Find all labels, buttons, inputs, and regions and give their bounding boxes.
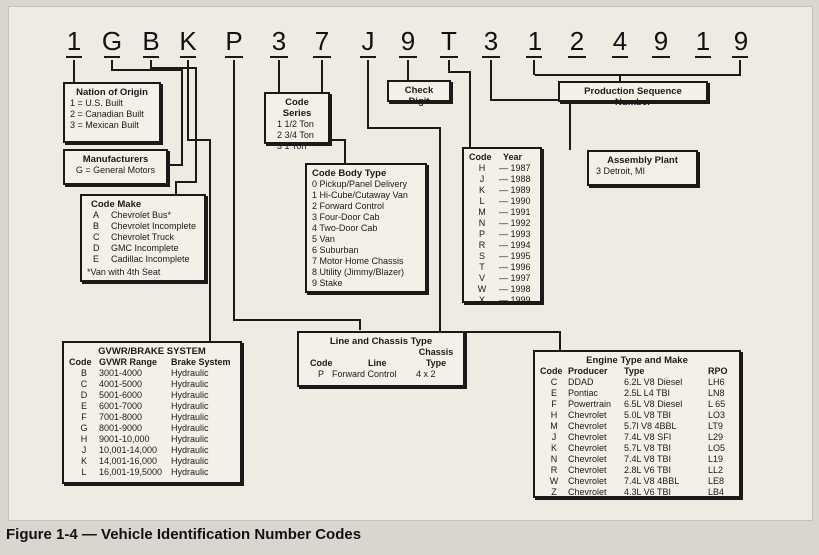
gvwr-row-cell: 3001-4000 xyxy=(99,368,143,378)
series-row: 1 1/2 Ton xyxy=(277,119,314,129)
gvwr-row-cell: 14,001-16,000 xyxy=(99,456,158,466)
engine-type-box xyxy=(533,350,741,498)
engine-row-cell: Chevrolet xyxy=(568,465,607,475)
year-row-cell: X xyxy=(478,295,485,305)
engine-row-cell: Chevrolet xyxy=(568,476,607,486)
sequence-title: Production Sequence Number xyxy=(584,86,682,108)
vin-char: 1 xyxy=(527,26,543,56)
gvwr-brake-box xyxy=(62,341,242,484)
nation-row: 2 = Canadian Built xyxy=(70,109,144,119)
engine-row-cell: 7.4L V8 4BBL xyxy=(624,476,680,486)
year-row-cell: — 1989 xyxy=(499,185,531,195)
gvwr-header-range: GVWR Range xyxy=(99,357,158,367)
year-row-cell: P xyxy=(478,229,485,239)
make-row-cell: D xyxy=(93,243,100,253)
engine-row xyxy=(540,432,734,443)
gvwr-row xyxy=(69,368,235,379)
year-row xyxy=(469,218,535,229)
production-sequence-box xyxy=(558,81,708,108)
year-row-cell: N xyxy=(478,218,486,228)
gvwr-row xyxy=(69,412,235,423)
engine-row xyxy=(540,454,734,465)
gvwr-row-cell: K xyxy=(80,456,87,466)
make-row-cell: Chevrolet Bus* xyxy=(111,210,172,220)
engine-row-cell: K xyxy=(550,443,557,453)
engine-row xyxy=(540,421,734,432)
year-row xyxy=(469,185,535,196)
engine-row-cell: Chevrolet xyxy=(568,410,607,420)
engine-row-cell: H xyxy=(550,410,558,420)
series-row: 2 3/4 Ton xyxy=(277,130,314,140)
year-row-cell: H xyxy=(478,163,486,173)
gvwr-row-cell: G xyxy=(80,423,88,433)
year-header-code: Code xyxy=(469,152,492,162)
gvwr-row-cell: E xyxy=(80,401,87,411)
engine-row-cell: L19 xyxy=(708,454,724,464)
vin-char: 4 xyxy=(612,26,628,56)
engine-header-producer: Producer xyxy=(568,366,608,376)
gvwr-row-cell: 8001-9000 xyxy=(99,423,143,433)
make-row xyxy=(87,232,199,243)
engine-row-cell: Powertrain xyxy=(568,399,612,409)
gvwr-row xyxy=(69,401,235,412)
vin-char: 3 xyxy=(483,26,499,56)
body-row: 5 Van xyxy=(312,234,335,244)
make-row-cell: C xyxy=(93,232,100,242)
year-row xyxy=(469,273,535,284)
year-row xyxy=(469,207,535,218)
vin-char: K xyxy=(179,26,197,56)
vin-char: 1 xyxy=(66,26,82,56)
engine-row-cell: LT9 xyxy=(708,421,723,431)
gvwr-row-cell: Hydraulic xyxy=(171,379,209,389)
chassis-type: 4 x 2 xyxy=(416,369,436,379)
gvwr-row xyxy=(69,379,235,390)
vin-char: 2 xyxy=(569,26,585,56)
gvwr-row xyxy=(69,456,235,467)
make-row-cell: GMC Incomplete xyxy=(111,243,179,253)
series-row: 3 1 Ton xyxy=(277,141,307,151)
engine-row xyxy=(540,487,734,498)
year-row-cell: M xyxy=(478,207,486,217)
year-header-year: Year xyxy=(503,152,523,162)
body-row: 3 Four-Door Cab xyxy=(312,212,380,222)
gvwr-row-cell: 7001-8000 xyxy=(99,412,143,422)
engine-row-cell: LO3 xyxy=(708,410,726,420)
vin-char: P xyxy=(225,26,243,56)
make-row-cell: E xyxy=(93,254,100,264)
engine-row xyxy=(540,476,734,487)
make-note: *Van with 4th Seat xyxy=(87,267,161,277)
engine-row-cell: Chevrolet xyxy=(568,454,607,464)
vin-char: T xyxy=(441,26,457,56)
engine-row-cell: 6.5L V8 Diesel xyxy=(624,399,683,409)
engine-row-cell: LL2 xyxy=(708,465,724,475)
gvwr-row-cell: 9001-10,000 xyxy=(99,434,150,444)
nation-row: 3 = Mexican Built xyxy=(70,120,139,130)
vin-char: 3 xyxy=(271,26,287,56)
gvwr-row xyxy=(69,390,235,401)
chassis-title: Line and Chassis Type xyxy=(329,336,433,347)
make-row-cell: Chevrolet Incomplete xyxy=(111,221,197,231)
chassis-code: P xyxy=(317,369,324,379)
vin-char: 7 xyxy=(314,26,330,56)
engine-row-cell: Chevrolet xyxy=(568,487,607,497)
engine-row-cell: Chevrolet xyxy=(568,421,607,431)
assembly-plant-box xyxy=(587,150,698,186)
nation-of-origin-box xyxy=(63,82,161,143)
year-row-cell: — 1994 xyxy=(499,240,531,250)
figure-caption: Figure 1-4 — Vehicle Identification Number Codes xyxy=(6,526,362,543)
year-row xyxy=(469,163,535,174)
engine-row-cell: 2.8L V6 TBI xyxy=(624,465,672,475)
make-row xyxy=(87,243,199,254)
engine-row-cell: LE8 xyxy=(708,476,725,486)
year-row-cell: — 1999 xyxy=(499,295,531,305)
gvwr-row xyxy=(69,467,235,478)
year-row-cell: — 1992 xyxy=(499,218,531,228)
body-row: 2 Forward Control xyxy=(312,201,385,211)
year-row-cell: L xyxy=(479,196,485,206)
year-row-cell: — 1988 xyxy=(499,174,531,184)
gvwr-row-cell: Hydraulic xyxy=(171,412,209,422)
year-row-cell: W xyxy=(477,284,487,294)
year-row xyxy=(469,240,535,251)
engine-row-cell: W xyxy=(549,476,559,486)
body-row: 7 Motor Home Chassis xyxy=(312,256,404,266)
make-row-cell: B xyxy=(93,221,100,231)
year-row-cell: K xyxy=(478,185,485,195)
year-row-cell: R xyxy=(478,240,486,250)
plant-row: 3 Detroit, MI xyxy=(596,166,646,176)
gvwr-row xyxy=(69,434,235,445)
year-row-cell: — 1998 xyxy=(499,284,531,294)
make-row xyxy=(87,210,199,221)
year-row-cell: — 1991 xyxy=(499,207,531,217)
vin-char: J xyxy=(361,26,375,56)
gvwr-row-cell: 4001-5000 xyxy=(99,379,143,389)
gvwr-header-brake: Brake System xyxy=(171,357,231,367)
body-row: 6 Suburban xyxy=(312,245,359,255)
gvwr-row-cell: 16,001-19,5000 xyxy=(99,467,163,477)
engine-row xyxy=(540,443,734,454)
engine-row-cell: E xyxy=(550,388,557,398)
body-row: 4 Two-Door Cab xyxy=(312,223,378,233)
chassis-header-type: Chassis Type xyxy=(418,347,454,368)
chassis-header-line: Line xyxy=(368,358,387,368)
year-row xyxy=(469,251,535,262)
engine-row xyxy=(540,410,734,421)
body-row: 8 Utility (Jimmy/Blazer) xyxy=(312,267,405,277)
gvwr-row-cell: Hydraulic xyxy=(171,368,209,378)
gvwr-row-cell: Hydraulic xyxy=(171,390,209,400)
engine-row-cell: 5.0L V8 TBI xyxy=(624,410,672,420)
year-row xyxy=(469,196,535,207)
gvwr-row-cell: C xyxy=(80,379,88,389)
engine-row-cell: LN8 xyxy=(708,388,725,398)
year-row-cell: S xyxy=(478,251,485,261)
gvwr-row-cell: Hydraulic xyxy=(171,456,209,466)
engine-row-cell: F xyxy=(551,399,557,409)
engine-title: Engine Type and Make xyxy=(586,355,688,366)
engine-row-cell: 5.7L V8 TBI xyxy=(624,443,672,453)
year-row xyxy=(469,262,535,273)
year-row-cell: T xyxy=(479,262,485,272)
engine-row-cell: L 65 xyxy=(708,399,726,409)
gvwr-row-cell: B xyxy=(80,368,87,378)
year-row-cell: V xyxy=(478,273,485,283)
engine-header-code: Code xyxy=(540,366,563,376)
year-row-cell: — 1996 xyxy=(499,262,531,272)
vin-char: B xyxy=(142,26,160,56)
year-row xyxy=(469,229,535,240)
manufacturers-box xyxy=(63,149,168,185)
engine-row-cell: J xyxy=(551,432,557,442)
engine-row-cell: N xyxy=(550,454,558,464)
engine-row-cell: DDAD xyxy=(568,377,594,387)
make-row xyxy=(87,254,199,265)
engine-row-cell: 7.4L V8 TBI xyxy=(624,454,672,464)
chassis-line: Forward Control xyxy=(332,369,397,379)
body-row: 1 Hi-Cube/Cutaway Van xyxy=(312,190,408,200)
model-year-box xyxy=(462,147,542,303)
vin-char: 9 xyxy=(653,26,669,56)
make-row-cell: Cadillac Incomplete xyxy=(111,254,190,264)
gvwr-row-cell: F xyxy=(81,412,87,422)
engine-row-cell: LB4 xyxy=(708,487,725,497)
vin-char: 9 xyxy=(400,26,416,56)
engine-row-cell: 2.5L L4 TBI xyxy=(624,388,671,398)
check-digit-box xyxy=(387,80,451,107)
engine-row-cell: 5.7l V8 4BBL xyxy=(624,421,677,431)
gvwr-row-cell: Hydraulic xyxy=(171,467,209,477)
series-title: Code Series xyxy=(282,97,312,119)
engine-header-type: Type xyxy=(624,366,645,376)
engine-row-cell: 4.3L V6 TBI xyxy=(624,487,672,497)
code-body-type-box xyxy=(305,163,427,293)
vin-char: 9 xyxy=(733,26,749,56)
line-chassis-box xyxy=(297,331,465,387)
gvwr-row-cell: Hydraulic xyxy=(171,401,209,411)
engine-row xyxy=(540,465,734,476)
gvwr-row-cell: 6001-7000 xyxy=(99,401,143,411)
gvwr-row-cell: H xyxy=(80,434,88,444)
manufacturers-title: Manufacturers xyxy=(82,154,149,165)
check-title: Check Digit xyxy=(404,85,434,107)
gvwr-header-code: Code xyxy=(69,357,92,367)
nation-row: 1 = U.S. Built xyxy=(70,98,123,108)
code-make-box xyxy=(80,194,206,282)
gvwr-row-cell: 5001-6000 xyxy=(99,390,143,400)
body-row: 0 Pickup/Panel Delivery xyxy=(312,179,408,189)
year-row xyxy=(469,295,535,306)
plant-title: Assembly Plant xyxy=(607,155,678,166)
chassis-header-code: Code xyxy=(310,358,333,368)
vin-char: 1 xyxy=(695,26,711,56)
engine-header-rpo: RPO xyxy=(708,366,728,376)
engine-row-cell: 7.4L V8 SFI xyxy=(624,432,672,442)
gvwr-row-cell: L xyxy=(81,467,87,477)
engine-row-cell: Chevrolet xyxy=(568,432,607,442)
body-title: Code Body Type xyxy=(312,168,387,179)
year-row-cell: — 1990 xyxy=(499,196,531,206)
year-row-cell: — 1995 xyxy=(499,251,531,261)
engine-row-cell: Pontiac xyxy=(568,388,599,398)
body-row: 9 Stake xyxy=(312,278,343,288)
make-row-cell: Chevrolet Truck xyxy=(111,232,175,242)
engine-row-cell: R xyxy=(550,465,558,475)
gvwr-row-cell: D xyxy=(80,390,88,400)
year-row-cell: — 1993 xyxy=(499,229,531,239)
engine-row-cell: LO5 xyxy=(708,443,726,453)
engine-row xyxy=(540,388,734,399)
make-title: Code Make xyxy=(91,199,142,210)
manufacturers-row: G = General Motors xyxy=(75,165,156,175)
year-row-cell: — 1997 xyxy=(499,273,531,283)
gvwr-row xyxy=(69,445,235,456)
engine-row xyxy=(540,399,734,410)
engine-row-cell: 6.2L V8 Diesel xyxy=(624,377,683,387)
engine-row-cell: M xyxy=(550,421,558,431)
gvwr-row-cell: J xyxy=(81,445,87,455)
year-row-cell: J xyxy=(479,174,485,184)
engine-row-cell: Chevrolet xyxy=(568,443,607,453)
gvwr-row-cell: 10,001-14,000 xyxy=(99,445,158,455)
make-row xyxy=(87,221,199,232)
engine-row-cell: L29 xyxy=(708,432,724,442)
vin-char: G xyxy=(101,26,123,56)
year-row-cell: — 1987 xyxy=(499,163,531,173)
engine-row xyxy=(540,377,734,388)
gvwr-row-cell: Hydraulic xyxy=(171,423,209,433)
code-series-box xyxy=(264,92,330,151)
nation-title: Nation of Origin xyxy=(76,87,148,98)
make-row-cell: A xyxy=(93,210,100,220)
engine-row-cell: LH6 xyxy=(708,377,725,387)
gvwr-row-cell: Hydraulic xyxy=(171,445,209,455)
year-row xyxy=(469,174,535,185)
year-row xyxy=(469,284,535,295)
gvwr-row xyxy=(69,423,235,434)
gvwr-title: GVWR/BRAKE SYSTEM xyxy=(98,346,206,357)
engine-row-cell: Z xyxy=(551,487,557,497)
gvwr-row-cell: Hydraulic xyxy=(171,434,209,444)
engine-row-cell: C xyxy=(550,377,558,387)
